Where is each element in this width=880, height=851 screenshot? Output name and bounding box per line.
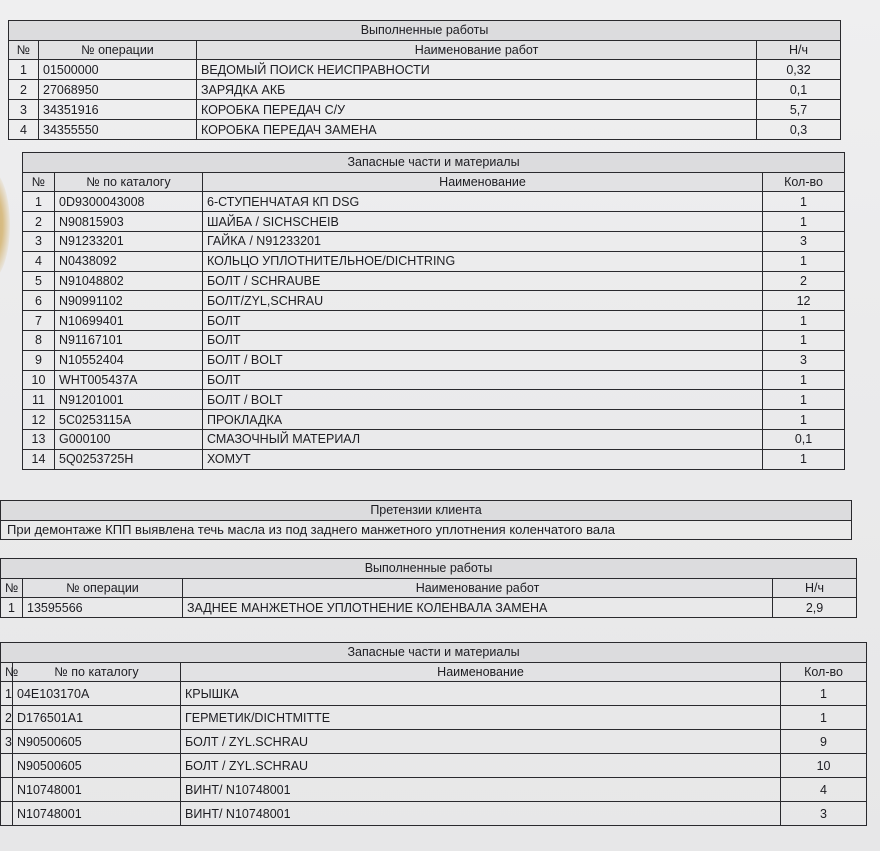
row-number: 1 <box>23 192 55 212</box>
catalog-number: N10748001 <box>13 778 181 802</box>
quantity: 2,9 <box>773 598 857 618</box>
claim-text: При демонтаже КПП выявлена течь масла из под заднего манжетного уплотнения коленчатого вала <box>1 520 852 540</box>
quantity: 1 <box>763 251 845 271</box>
col-header: Наименование <box>203 172 763 192</box>
quantity: 3 <box>763 231 845 251</box>
table-row <box>23 410 845 430</box>
quantity: 1 <box>763 390 845 410</box>
quantity: 1 <box>763 370 845 390</box>
item-name: ГАЙКА / N91233201 <box>203 231 763 251</box>
quantity: 0,1 <box>757 80 841 100</box>
quantity: 1 <box>781 706 867 730</box>
item-name: БОЛТ <box>203 330 763 350</box>
row-number: 6 <box>23 291 55 311</box>
row-number: 1 <box>9 60 39 80</box>
catalog-number: N10748001 <box>13 802 181 826</box>
item-name: ЗАРЯДКА АКБ <box>197 80 757 100</box>
item-name: КОРОБКА ПЕРЕДАЧ ЗАМЕНА <box>197 120 757 140</box>
table-row <box>23 390 845 410</box>
quantity: 5,7 <box>757 100 841 120</box>
col-header: № по каталогу <box>13 662 181 682</box>
item-name: ХОМУТ <box>203 449 763 469</box>
quantity: 0,32 <box>757 60 841 80</box>
catalog-number: N91167101 <box>55 330 203 350</box>
col-header: Наименование работ <box>197 40 757 60</box>
col-header: Наименование <box>181 662 781 682</box>
table-row <box>23 251 845 271</box>
table-row <box>23 370 845 390</box>
col-header: № <box>1 578 23 598</box>
quantity: 0,1 <box>763 429 845 449</box>
works-title: Выполненные работы <box>1 559 857 579</box>
catalog-number: 34355550 <box>39 120 197 140</box>
table-row <box>1 706 867 730</box>
catalog-number: 01500000 <box>39 60 197 80</box>
item-name: КОЛЬЦО УПЛОТНИТЕЛЬНОЕ/DICHTRING <box>203 251 763 271</box>
quantity: 0,3 <box>757 120 841 140</box>
item-name: КРЫШКА <box>181 682 781 706</box>
table-row <box>9 120 841 140</box>
item-name: ПРОКЛАДКА <box>203 410 763 430</box>
catalog-number: 27068950 <box>39 80 197 100</box>
table-row <box>23 212 845 232</box>
quantity: 9 <box>781 730 867 754</box>
col-header: Н/ч <box>773 578 857 598</box>
row-number: 2 <box>23 212 55 232</box>
table-row <box>23 231 845 251</box>
quantity: 3 <box>781 802 867 826</box>
item-name: БОЛТ / SCHRAUBE <box>203 271 763 291</box>
catalog-number: N91048802 <box>55 271 203 291</box>
table-row <box>1 802 867 826</box>
table-row <box>1 598 857 618</box>
item-name: СМАЗОЧНЫЙ МАТЕРИАЛ <box>203 429 763 449</box>
finger-shadow <box>0 170 10 280</box>
catalog-number: N90500605 <box>13 730 181 754</box>
parts-table-2 <box>0 642 866 826</box>
table-row <box>23 311 845 331</box>
col-header: Кол-во <box>781 662 867 682</box>
catalog-number: 34351916 <box>39 100 197 120</box>
row-number: 12 <box>23 410 55 430</box>
table-row <box>23 350 845 370</box>
col-header: № <box>23 172 55 192</box>
item-name: ВЕДОМЫЙ ПОИСК НЕИСПРАВНОСТИ <box>197 60 757 80</box>
row-number: 1 <box>1 598 23 618</box>
item-name: ГЕРМЕТИК/DICHTMITTE <box>181 706 781 730</box>
col-header: № <box>1 662 13 682</box>
row-number <box>1 754 13 778</box>
catalog-number: 04E103170A <box>13 682 181 706</box>
catalog-number: WHT005437A <box>55 370 203 390</box>
item-name: БОЛТ/ZYL,SCHRAU <box>203 291 763 311</box>
parts-title: Запасные части и материалы <box>23 153 845 173</box>
item-name: ВИНТ/ N10748001 <box>181 778 781 802</box>
quantity: 10 <box>781 754 867 778</box>
table-row <box>9 80 841 100</box>
catalog-number: G000100 <box>55 429 203 449</box>
col-header: Кол-во <box>763 172 845 192</box>
row-number: 2 <box>1 706 13 730</box>
catalog-number: 5Q0253725H <box>55 449 203 469</box>
quantity: 1 <box>763 192 845 212</box>
table-row <box>1 778 867 802</box>
claim-table <box>0 500 852 540</box>
row-number: 13 <box>23 429 55 449</box>
parts-table-1 <box>22 152 844 470</box>
item-name: БОЛТ / ZYL.SCHRAU <box>181 730 781 754</box>
catalog-number: N91201001 <box>55 390 203 410</box>
quantity: 2 <box>763 271 845 291</box>
col-header: № операции <box>39 40 197 60</box>
item-name: БОЛТ <box>203 370 763 390</box>
parts-title: Запасные части и материалы <box>1 643 867 663</box>
catalog-number: 5C0253115A <box>55 410 203 430</box>
item-name: ЗАДНЕЕ МАНЖЕТНОЕ УПЛОТНЕНИЕ КОЛЕНВАЛА ЗАМЕНА <box>183 598 773 618</box>
catalog-number: N90500605 <box>13 754 181 778</box>
col-header: Н/ч <box>757 40 841 60</box>
works-title: Выполненные работы <box>9 21 841 41</box>
catalog-number: 0D9300043008 <box>55 192 203 212</box>
col-header: Наименование работ <box>183 578 773 598</box>
row-number: 10 <box>23 370 55 390</box>
quantity: 1 <box>781 682 867 706</box>
table-row <box>23 429 845 449</box>
row-number: 3 <box>1 730 13 754</box>
row-number: 9 <box>23 350 55 370</box>
row-number: 5 <box>23 271 55 291</box>
quantity: 1 <box>763 212 845 232</box>
table-row <box>1 730 867 754</box>
item-name: ШАЙБА / SICHSCHEIB <box>203 212 763 232</box>
catalog-number: N91233201 <box>55 231 203 251</box>
catalog-number: N90815903 <box>55 212 203 232</box>
quantity: 1 <box>763 410 845 430</box>
claim-title: Претензии клиента <box>1 501 852 521</box>
item-name: БОЛТ / ZYL.SCHRAU <box>181 754 781 778</box>
table-row <box>1 682 867 706</box>
catalog-number: 13595566 <box>23 598 183 618</box>
row-number: 4 <box>9 120 39 140</box>
quantity: 3 <box>763 350 845 370</box>
catalog-number: N90991102 <box>55 291 203 311</box>
works-table-1 <box>8 20 840 140</box>
table-row <box>23 271 845 291</box>
quantity: 12 <box>763 291 845 311</box>
table-row <box>9 100 841 120</box>
quantity: 4 <box>781 778 867 802</box>
catalog-number: N10552404 <box>55 350 203 370</box>
item-name: КОРОБКА ПЕРЕДАЧ С/У <box>197 100 757 120</box>
row-number <box>1 778 13 802</box>
row-number: 14 <box>23 449 55 469</box>
row-number: 1 <box>1 682 13 706</box>
quantity: 1 <box>763 330 845 350</box>
item-name: БОЛТ / BOLT <box>203 390 763 410</box>
row-number: 4 <box>23 251 55 271</box>
item-name: БОЛТ <box>203 311 763 331</box>
row-number: 2 <box>9 80 39 100</box>
col-header: № по каталогу <box>55 172 203 192</box>
catalog-number: N0438092 <box>55 251 203 271</box>
table-row <box>9 60 841 80</box>
row-number: 8 <box>23 330 55 350</box>
row-number: 7 <box>23 311 55 331</box>
table-row <box>23 449 845 469</box>
table-row <box>1 754 867 778</box>
quantity: 1 <box>763 449 845 469</box>
item-name: ВИНТ/ N10748001 <box>181 802 781 826</box>
row-number: 3 <box>9 100 39 120</box>
col-header: № операции <box>23 578 183 598</box>
item-name: 6-СТУПЕНЧАТАЯ КП DSG <box>203 192 763 212</box>
table-row <box>23 192 845 212</box>
quantity: 1 <box>763 311 845 331</box>
catalog-number: D176501A1 <box>13 706 181 730</box>
row-number: 11 <box>23 390 55 410</box>
item-name: БОЛТ / BOLT <box>203 350 763 370</box>
table-row <box>23 291 845 311</box>
col-header: № <box>9 40 39 60</box>
row-number <box>1 802 13 826</box>
row-number: 3 <box>23 231 55 251</box>
works-table-2 <box>0 558 856 618</box>
table-row <box>23 330 845 350</box>
catalog-number: N10699401 <box>55 311 203 331</box>
